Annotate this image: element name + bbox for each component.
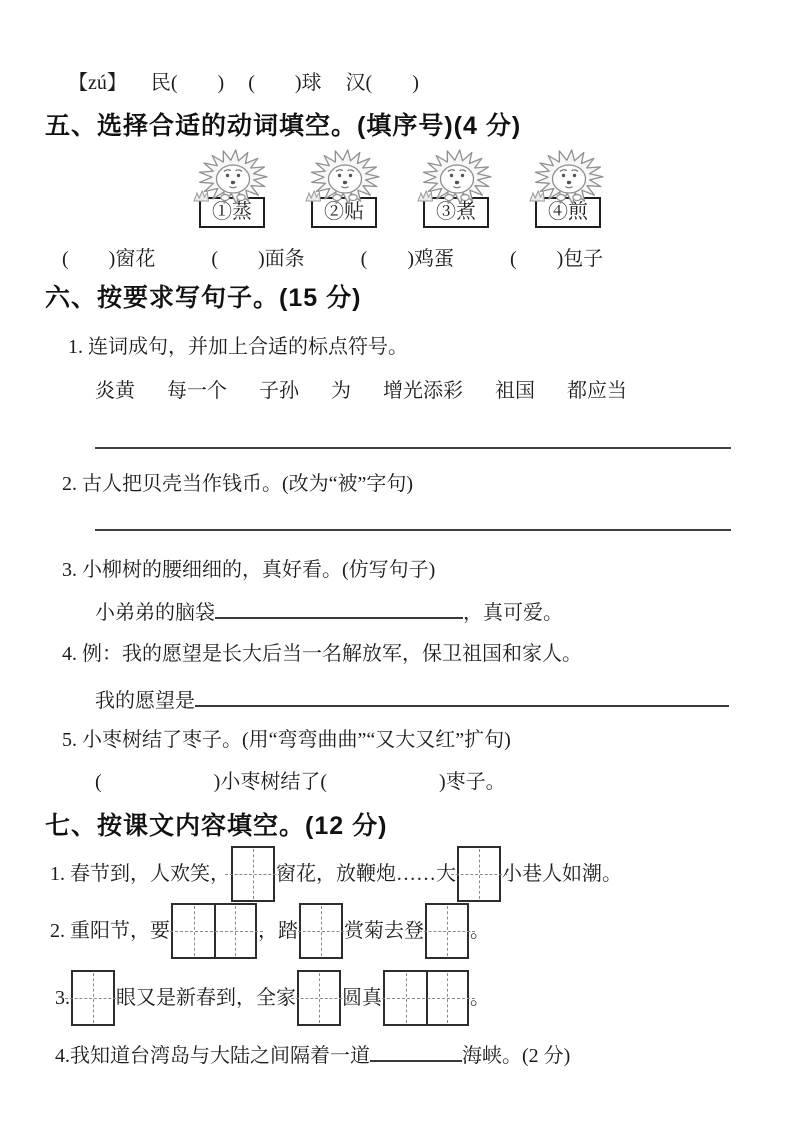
fill-blank-underline bbox=[195, 685, 729, 707]
q7-3-line bbox=[55, 970, 490, 1026]
verb-option-row bbox=[196, 148, 604, 228]
sentence-segment: 2. 重阳节，要 bbox=[50, 920, 170, 942]
option-card-4 bbox=[532, 148, 604, 228]
pinyin-blank-1: 民( ) bbox=[150, 72, 225, 94]
sentence-segment: 小巷人如潮。 bbox=[502, 863, 622, 885]
verb-blank-3: ( )鸡蛋 bbox=[360, 248, 454, 270]
hedgehog-icon bbox=[527, 148, 609, 204]
answer-line bbox=[95, 447, 731, 449]
writing-box bbox=[457, 846, 501, 902]
option-card-1 bbox=[196, 148, 268, 228]
option-card-2 bbox=[308, 148, 380, 228]
verb-blank-4: ( )包子 bbox=[509, 248, 604, 270]
verb-blank-row bbox=[62, 246, 603, 272]
word-bank-word: 都应当 bbox=[567, 380, 627, 402]
q7-2-line bbox=[50, 903, 490, 959]
pinyin-blank-3: 汉( ) bbox=[345, 72, 419, 94]
pinyin-bracket: 【zú】 bbox=[68, 72, 127, 94]
fill-blank-underline bbox=[370, 1040, 462, 1062]
writing-box-double bbox=[383, 970, 469, 1026]
word-bank-word: 炎黄 bbox=[95, 380, 135, 402]
fill-suffix: ，真可爱。 bbox=[463, 602, 563, 624]
q6-4-prompt: 4. 例：我的愿望是长大后当一名解放军，保卫祖国和家人。 bbox=[62, 643, 582, 665]
option-label: ④煎 bbox=[535, 197, 601, 228]
paren-gap bbox=[327, 787, 439, 788]
word-bank-word: 子孙 bbox=[259, 380, 299, 402]
fill-blank-underline bbox=[215, 597, 463, 619]
verb-blank-1: ( )窗花 bbox=[62, 248, 156, 270]
sentence-segment: 。 bbox=[470, 987, 490, 1009]
section-5-heading: 五、选择合适的动词填空。(填序号)(4 分) bbox=[45, 112, 522, 140]
hedgehog-icon bbox=[415, 148, 497, 204]
section-6-heading: 六、按要求写句子。(15 分) bbox=[45, 284, 362, 312]
option-card-3 bbox=[420, 148, 492, 228]
writing-box-double bbox=[171, 903, 257, 959]
answer-end: )枣子。 bbox=[439, 771, 506, 793]
option-label: ②贴 bbox=[311, 197, 377, 228]
word-bank-row bbox=[95, 378, 627, 404]
hedgehog-icon bbox=[303, 148, 385, 204]
writing-box bbox=[299, 903, 343, 959]
option-label: ①蒸 bbox=[199, 197, 265, 228]
paren-gap bbox=[102, 787, 214, 788]
fill-suffix: 海峡。(2 分) bbox=[462, 1045, 571, 1067]
answer-paren: ( bbox=[95, 771, 102, 793]
verb-blank-2: ( )面条 bbox=[211, 248, 305, 270]
fill-prefix: 4.我知道台湾岛与大陆之间隔着一道 bbox=[55, 1045, 370, 1067]
q7-4-line bbox=[55, 1040, 570, 1069]
sentence-segment: ，踏 bbox=[258, 920, 298, 942]
q6-4-fill-line bbox=[95, 685, 729, 714]
sentence-segment: 窗花，放鞭炮……大 bbox=[276, 863, 456, 885]
word-bank-word: 为 bbox=[331, 380, 351, 402]
pinyin-blank-2: ( )球 bbox=[248, 72, 322, 94]
answer-middle: )小枣树结了( bbox=[213, 771, 327, 793]
writing-box bbox=[231, 846, 275, 902]
fill-prefix: 小弟弟的脑袋 bbox=[95, 602, 215, 624]
sentence-segment: 1. 春节到，人欢笑， bbox=[50, 863, 230, 885]
writing-box bbox=[297, 970, 341, 1026]
sentence-segment: 赏菊去登 bbox=[344, 920, 424, 942]
q6-3-fill-line bbox=[95, 597, 563, 626]
q6-3-prompt: 3. 小柳树的腰细细的，真好看。(仿写句子) bbox=[62, 559, 436, 581]
q7-1-line bbox=[50, 846, 622, 902]
sentence-segment: 。 bbox=[470, 920, 490, 942]
word-bank-word: 每一个 bbox=[167, 380, 227, 402]
section-7-heading: 七、按课文内容填空。(12 分) bbox=[45, 812, 388, 840]
q6-5-prompt: 5. 小枣树结了枣子。(用“弯弯曲曲”“又大又红”扩句) bbox=[62, 729, 511, 751]
pinyin-blank-row bbox=[68, 70, 419, 96]
sentence-segment: 圆真 bbox=[342, 987, 382, 1009]
word-bank-word: 祖国 bbox=[495, 380, 535, 402]
q6-5-answer-line bbox=[95, 769, 506, 795]
option-label: ③煮 bbox=[423, 197, 489, 228]
answer-line bbox=[95, 529, 731, 531]
fill-prefix: 我的愿望是 bbox=[95, 690, 195, 712]
q6-2-prompt: 2. 古人把贝壳当作钱币。(改为“被”字句) bbox=[62, 473, 414, 495]
writing-box bbox=[425, 903, 469, 959]
word-bank-word: 增光添彩 bbox=[383, 380, 463, 402]
sentence-segment: 眼又是新春到，全家 bbox=[116, 987, 296, 1009]
sentence-segment: 3. bbox=[55, 987, 70, 1009]
hedgehog-icon bbox=[191, 148, 273, 204]
q6-1-prompt: 1. 连词成句，并加上合适的标点符号。 bbox=[68, 336, 408, 358]
writing-box bbox=[71, 970, 115, 1026]
